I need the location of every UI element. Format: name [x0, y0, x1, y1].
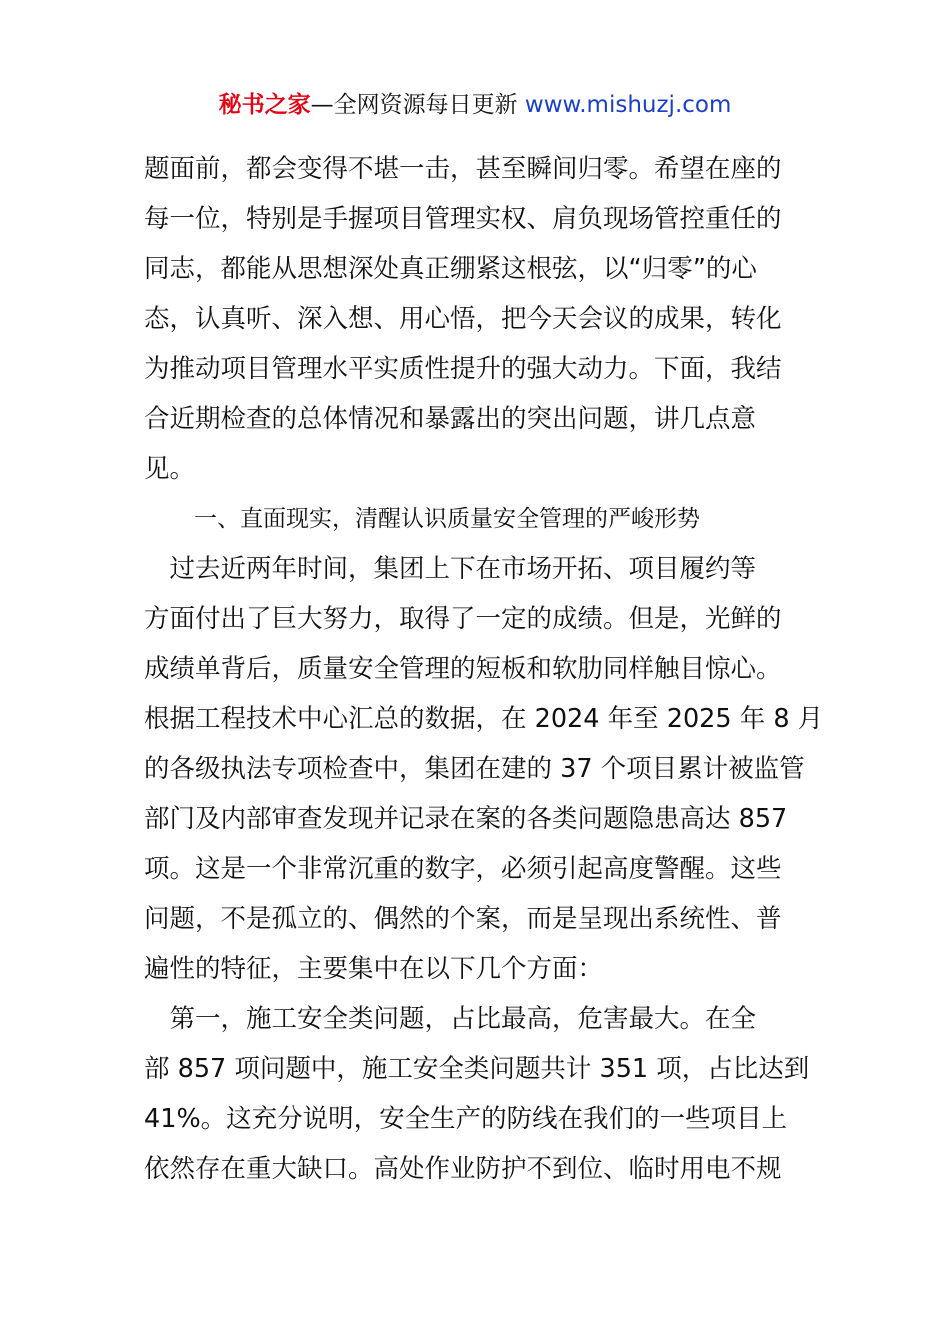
text-line: 每一位，特别是手握项目管理实权、肩负现场管控重任的 [144, 204, 782, 234]
text-line: 项。这是一个非常沉重的数字，必须引起高度警醒。这些 [144, 854, 782, 884]
document-body [144, 144, 824, 1194]
paragraph-safety-issues [144, 994, 812, 1194]
text-line: 问题，不是孤立的、偶然的个案，而是呈现出系统性、普 [144, 904, 782, 934]
site-tagline: —全网资源每日更新 [310, 92, 518, 118]
text-line: 第一，施工安全类问题，占比最高，危害最大。在全 [144, 1004, 757, 1034]
text-line: 见。 [144, 454, 196, 484]
site-url-link[interactable]: www.mishuzj.com [524, 92, 732, 118]
text-line: 同志，都能从思想深处真正绷紧这根弦，以“归零”的心 [144, 254, 757, 284]
site-header [0, 88, 950, 122]
text-line: 依然存在重大缺口。高处作业防护不到位、临时用电不规 [144, 1154, 782, 1184]
text-line: 根据工程技术中心汇总的数据，在 2024 年至 2025 年 8 月 [144, 704, 824, 734]
text-line: 的各级执法专项检查中，集团在建的 37 个项目累计被监管 [144, 754, 805, 784]
text-line: 部 857 项问题中，施工安全类问题共计 351 项，占比达到 [144, 1054, 810, 1084]
text-line: 部门及内部审查发现并记录在案的各类问题隐患高达 857 [144, 804, 788, 834]
text-line: 合近期检查的总体情况和暴露出的突出问题，讲几点意 [144, 404, 757, 434]
text-line: 题面前，都会变得不堪一击，甚至瞬间归零。希望在座的 [144, 154, 782, 184]
section-heading: 一、直面现实，清醒认识质量安全管理的严峻形势 [194, 506, 700, 532]
text-line: 41%。这充分说明，安全生产的防线在我们的一些项目上 [144, 1104, 788, 1134]
text-line: 过去近两年时间，集团上下在市场开拓、项目履约等 [144, 554, 757, 584]
text-line: 态，认真听、深入想、用心悟，把今天会议的成果，转化 [144, 304, 782, 334]
text-line: 成绩单背后，质量安全管理的短板和软肋同样触目惊心。 [144, 654, 782, 684]
text-line: 遍性的特征，主要集中在以下几个方面： [144, 954, 604, 984]
text-line: 方面付出了巨大努力，取得了一定的成绩。但是，光鲜的 [144, 604, 782, 634]
site-brand: 秘书之家 [218, 92, 311, 118]
paragraph-intro-closing [144, 144, 812, 494]
text-line: 为推动项目管理水平实质性提升的强大动力。下面，我结 [144, 354, 782, 384]
paragraph-situation [144, 544, 824, 994]
